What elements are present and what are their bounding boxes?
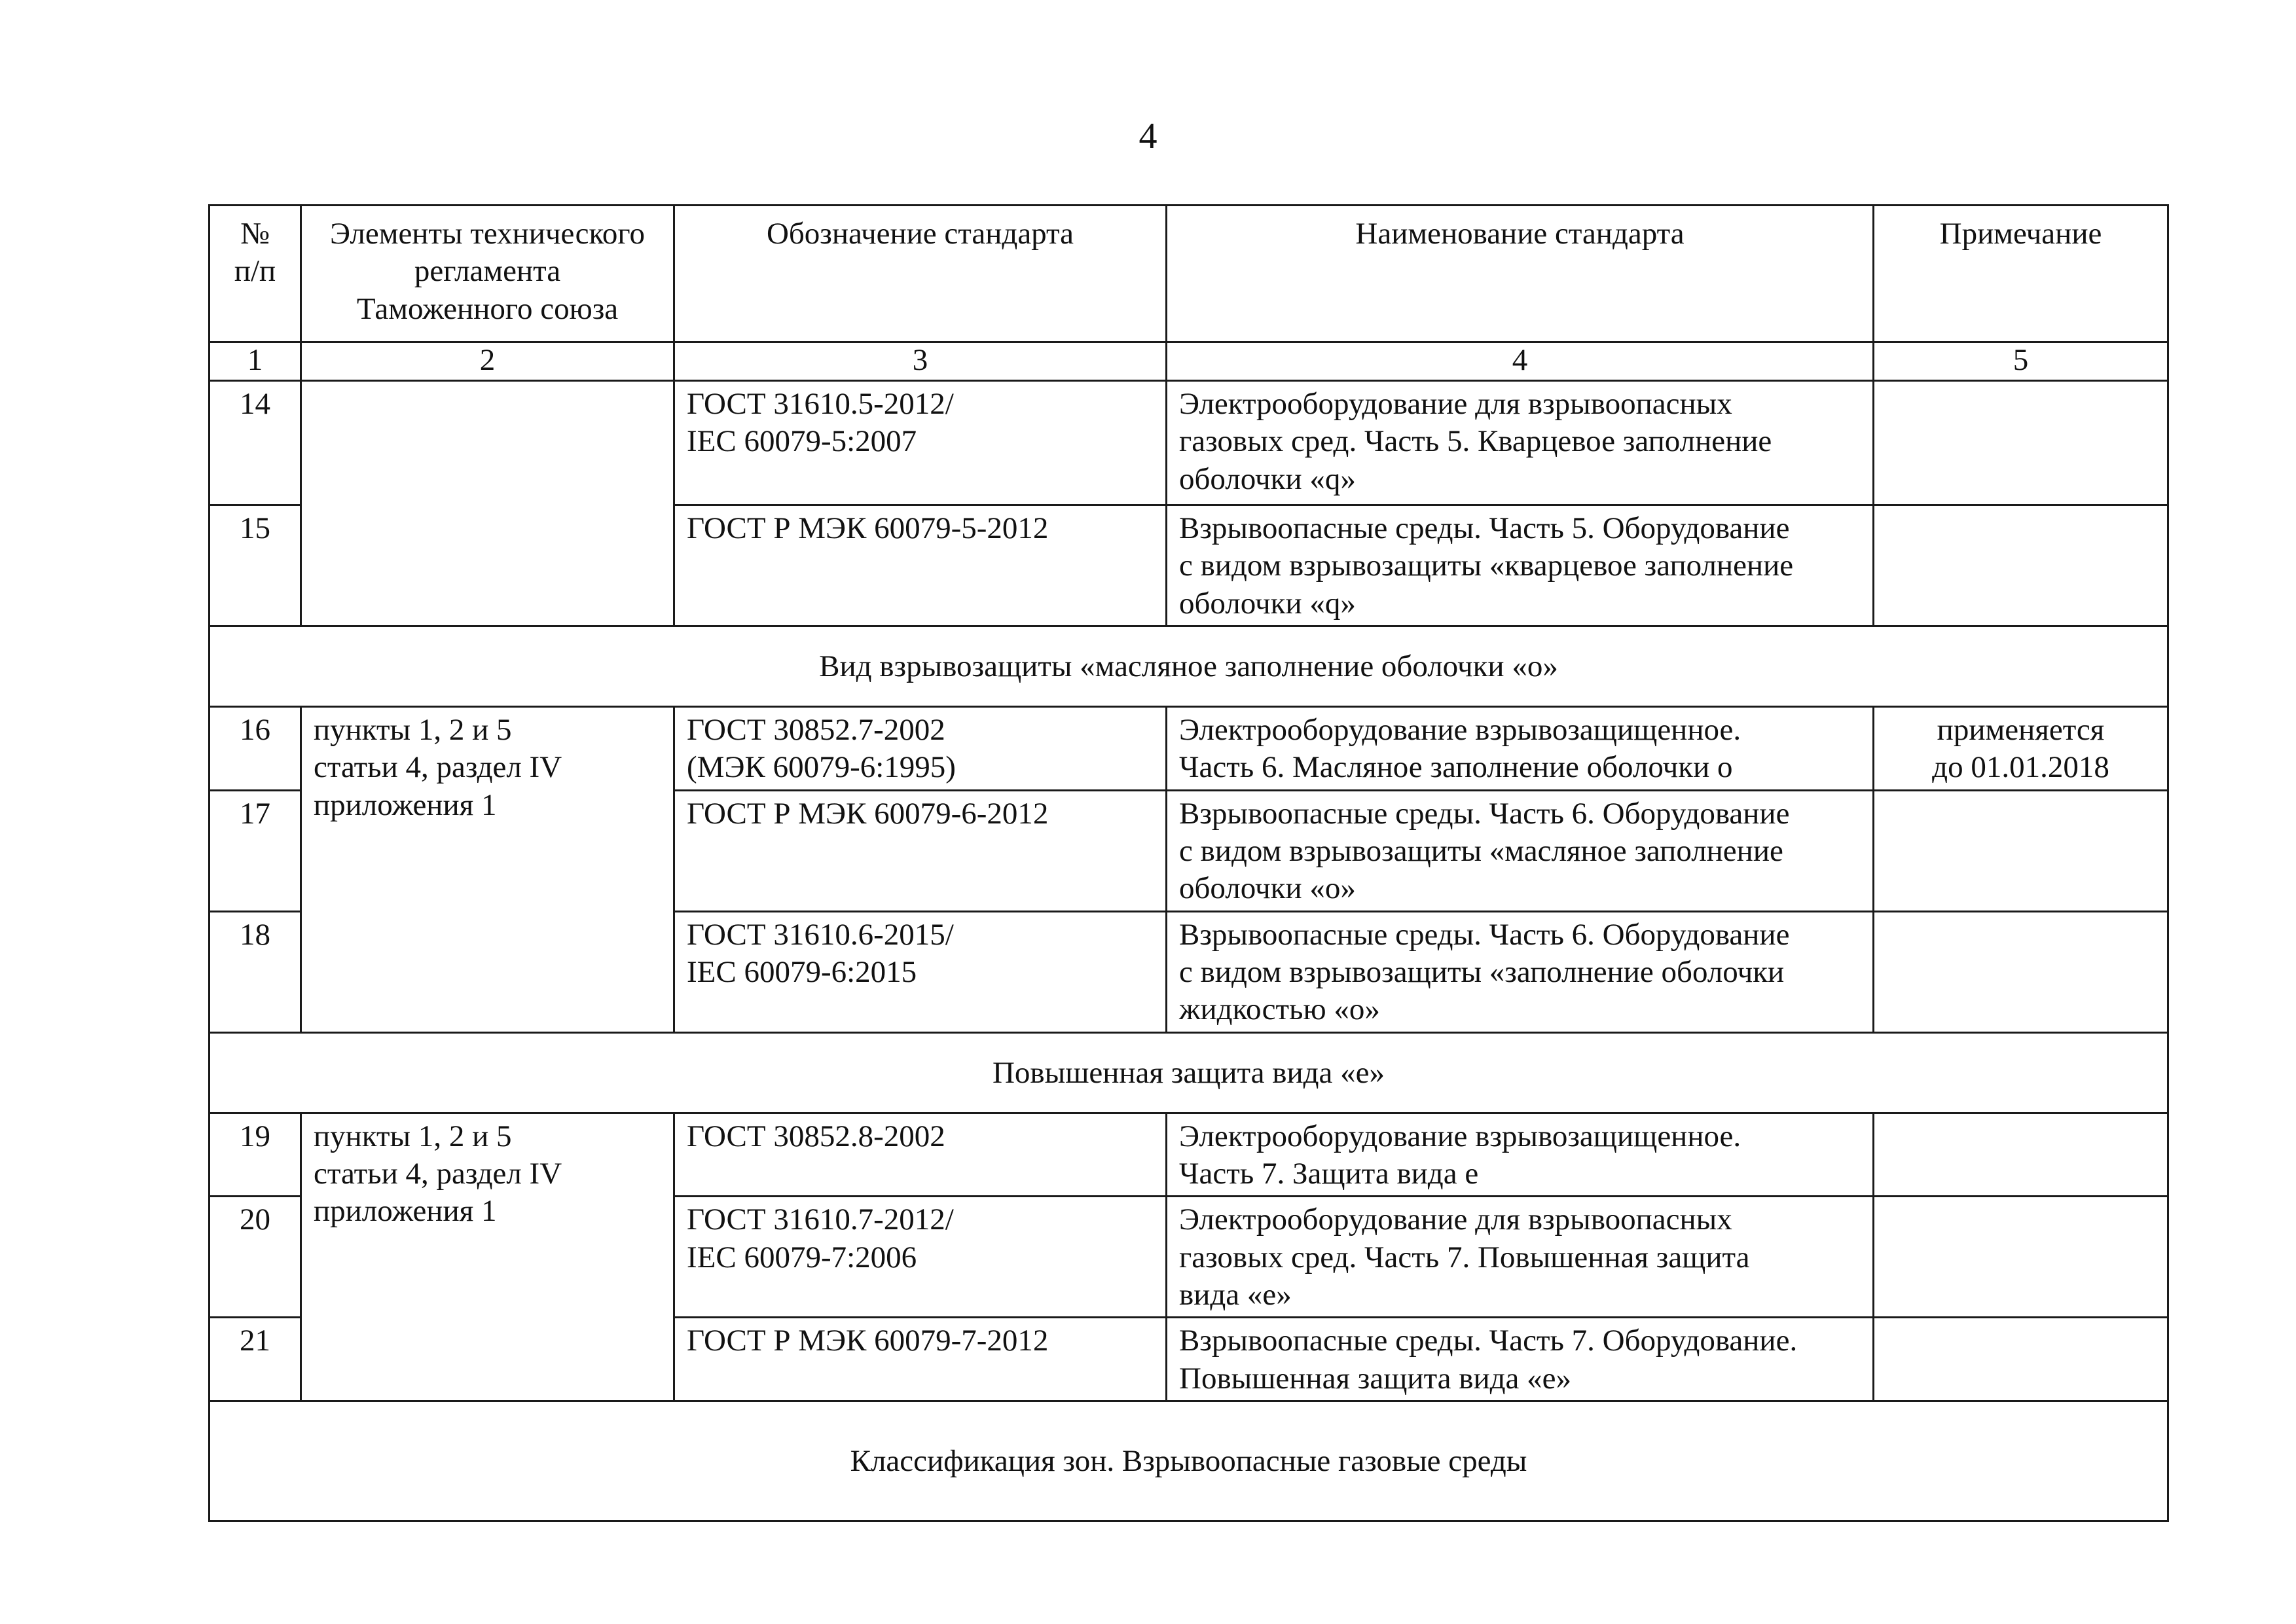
row-number: 16: [210, 706, 301, 790]
row-note: [1874, 505, 2168, 626]
standards-table: [208, 204, 2169, 1522]
row-number: 17: [210, 790, 301, 911]
row-note: [1874, 1318, 2168, 1401]
section-title-increased-safety: Повышенная защита вида «е»: [210, 1032, 2168, 1113]
row-designation: ГОСТ 31610.7-2012/ IEC 60079-7:2006: [674, 1197, 1167, 1318]
column-number: 1: [210, 342, 301, 381]
row-designation: ГОСТ 30852.8-2002: [674, 1113, 1167, 1197]
row-designation: ГОСТ Р МЭК 60079-5-2012: [674, 505, 1167, 626]
row-standard-name: Электрооборудование для взрывоопасных газовых сред. Часть 7. Повышенная защита вида «е»: [1167, 1197, 1874, 1318]
row-standard-name: Взрывоопасные среды. Часть 6. Оборудование с видом взрывозащиты «масляное заполнение оболочки «о»: [1167, 790, 1874, 911]
section-row: [210, 626, 2168, 706]
row-number: 18: [210, 911, 301, 1032]
row-number: 15: [210, 505, 301, 626]
row-designation: ГОСТ Р МЭК 60079-7-2012: [674, 1318, 1167, 1401]
row-number: 19: [210, 1113, 301, 1197]
column-number: 3: [674, 342, 1167, 381]
table-header-row: [210, 206, 2168, 342]
column-number-row: [210, 342, 2168, 381]
row-standard-name: Электрооборудование для взрывоопасных газовых сред. Часть 5. Кварцевое заполнение оболочки «q»: [1167, 381, 1874, 505]
column-number: 2: [301, 342, 674, 381]
page-number: 4: [1139, 116, 1157, 156]
table-row: [210, 381, 2168, 505]
row-note: [1874, 911, 2168, 1032]
header-number: № п/п: [210, 206, 301, 342]
row-note: [1874, 1113, 2168, 1197]
row-standard-name: Взрывоопасные среды. Часть 5. Оборудование с видом взрывозащиты «кварцевое заполнение оболочки «q»: [1167, 505, 1874, 626]
row-elements-empty: [301, 381, 674, 626]
row-standard-name: Электрооборудование взрывозащищенное. Часть 7. Защита вида е: [1167, 1113, 1874, 1197]
column-number: 4: [1167, 342, 1874, 381]
header-elements: Элементы технического регламента Таможенного союза: [301, 206, 674, 342]
row-note: применяется до 01.01.2018: [1874, 706, 2168, 790]
row-standard-name: Взрывоопасные среды. Часть 6. Оборудование с видом взрывозащиты «заполнение оболочки жидкостью «о»: [1167, 911, 1874, 1032]
row-number: 20: [210, 1197, 301, 1318]
row-elements: пункты 1, 2 и 5 статьи 4, раздел IV приложения 1: [301, 1113, 674, 1401]
row-note: [1874, 790, 2168, 911]
table-row: [210, 706, 2168, 790]
column-number: 5: [1874, 342, 2168, 381]
header-designation: Обозначение стандарта: [674, 206, 1167, 342]
row-number: 21: [210, 1318, 301, 1401]
row-note: [1874, 1197, 2168, 1318]
section-title-zone-classification: Классификация зон. Взрывоопасные газовые среды: [210, 1401, 2168, 1521]
row-designation: ГОСТ Р МЭК 60079-6-2012: [674, 790, 1167, 911]
row-designation: ГОСТ 30852.7-2002 (МЭК 60079-6:1995): [674, 706, 1167, 790]
row-note: [1874, 381, 2168, 505]
row-number: 14: [210, 381, 301, 505]
section-row: [210, 1401, 2168, 1521]
row-designation: ГОСТ 31610.5-2012/ IEC 60079-5:2007: [674, 381, 1167, 505]
header-note: Примечание: [1874, 206, 2168, 342]
section-title-oil-filling: Вид взрывозащиты «масляное заполнение оболочки «о»: [210, 626, 2168, 706]
header-name: Наименование стандарта: [1167, 206, 1874, 342]
table-row: [210, 1113, 2168, 1197]
row-standard-name: Взрывоопасные среды. Часть 7. Оборудование. Повышенная защита вида «е»: [1167, 1318, 1874, 1401]
section-row: [210, 1032, 2168, 1113]
row-elements: пункты 1, 2 и 5 статьи 4, раздел IV приложения 1: [301, 706, 674, 1032]
row-designation: ГОСТ 31610.6-2015/ IEC 60079-6:2015: [674, 911, 1167, 1032]
row-standard-name: Электрооборудование взрывозащищенное. Часть 6. Масляное заполнение оболочки о: [1167, 706, 1874, 790]
